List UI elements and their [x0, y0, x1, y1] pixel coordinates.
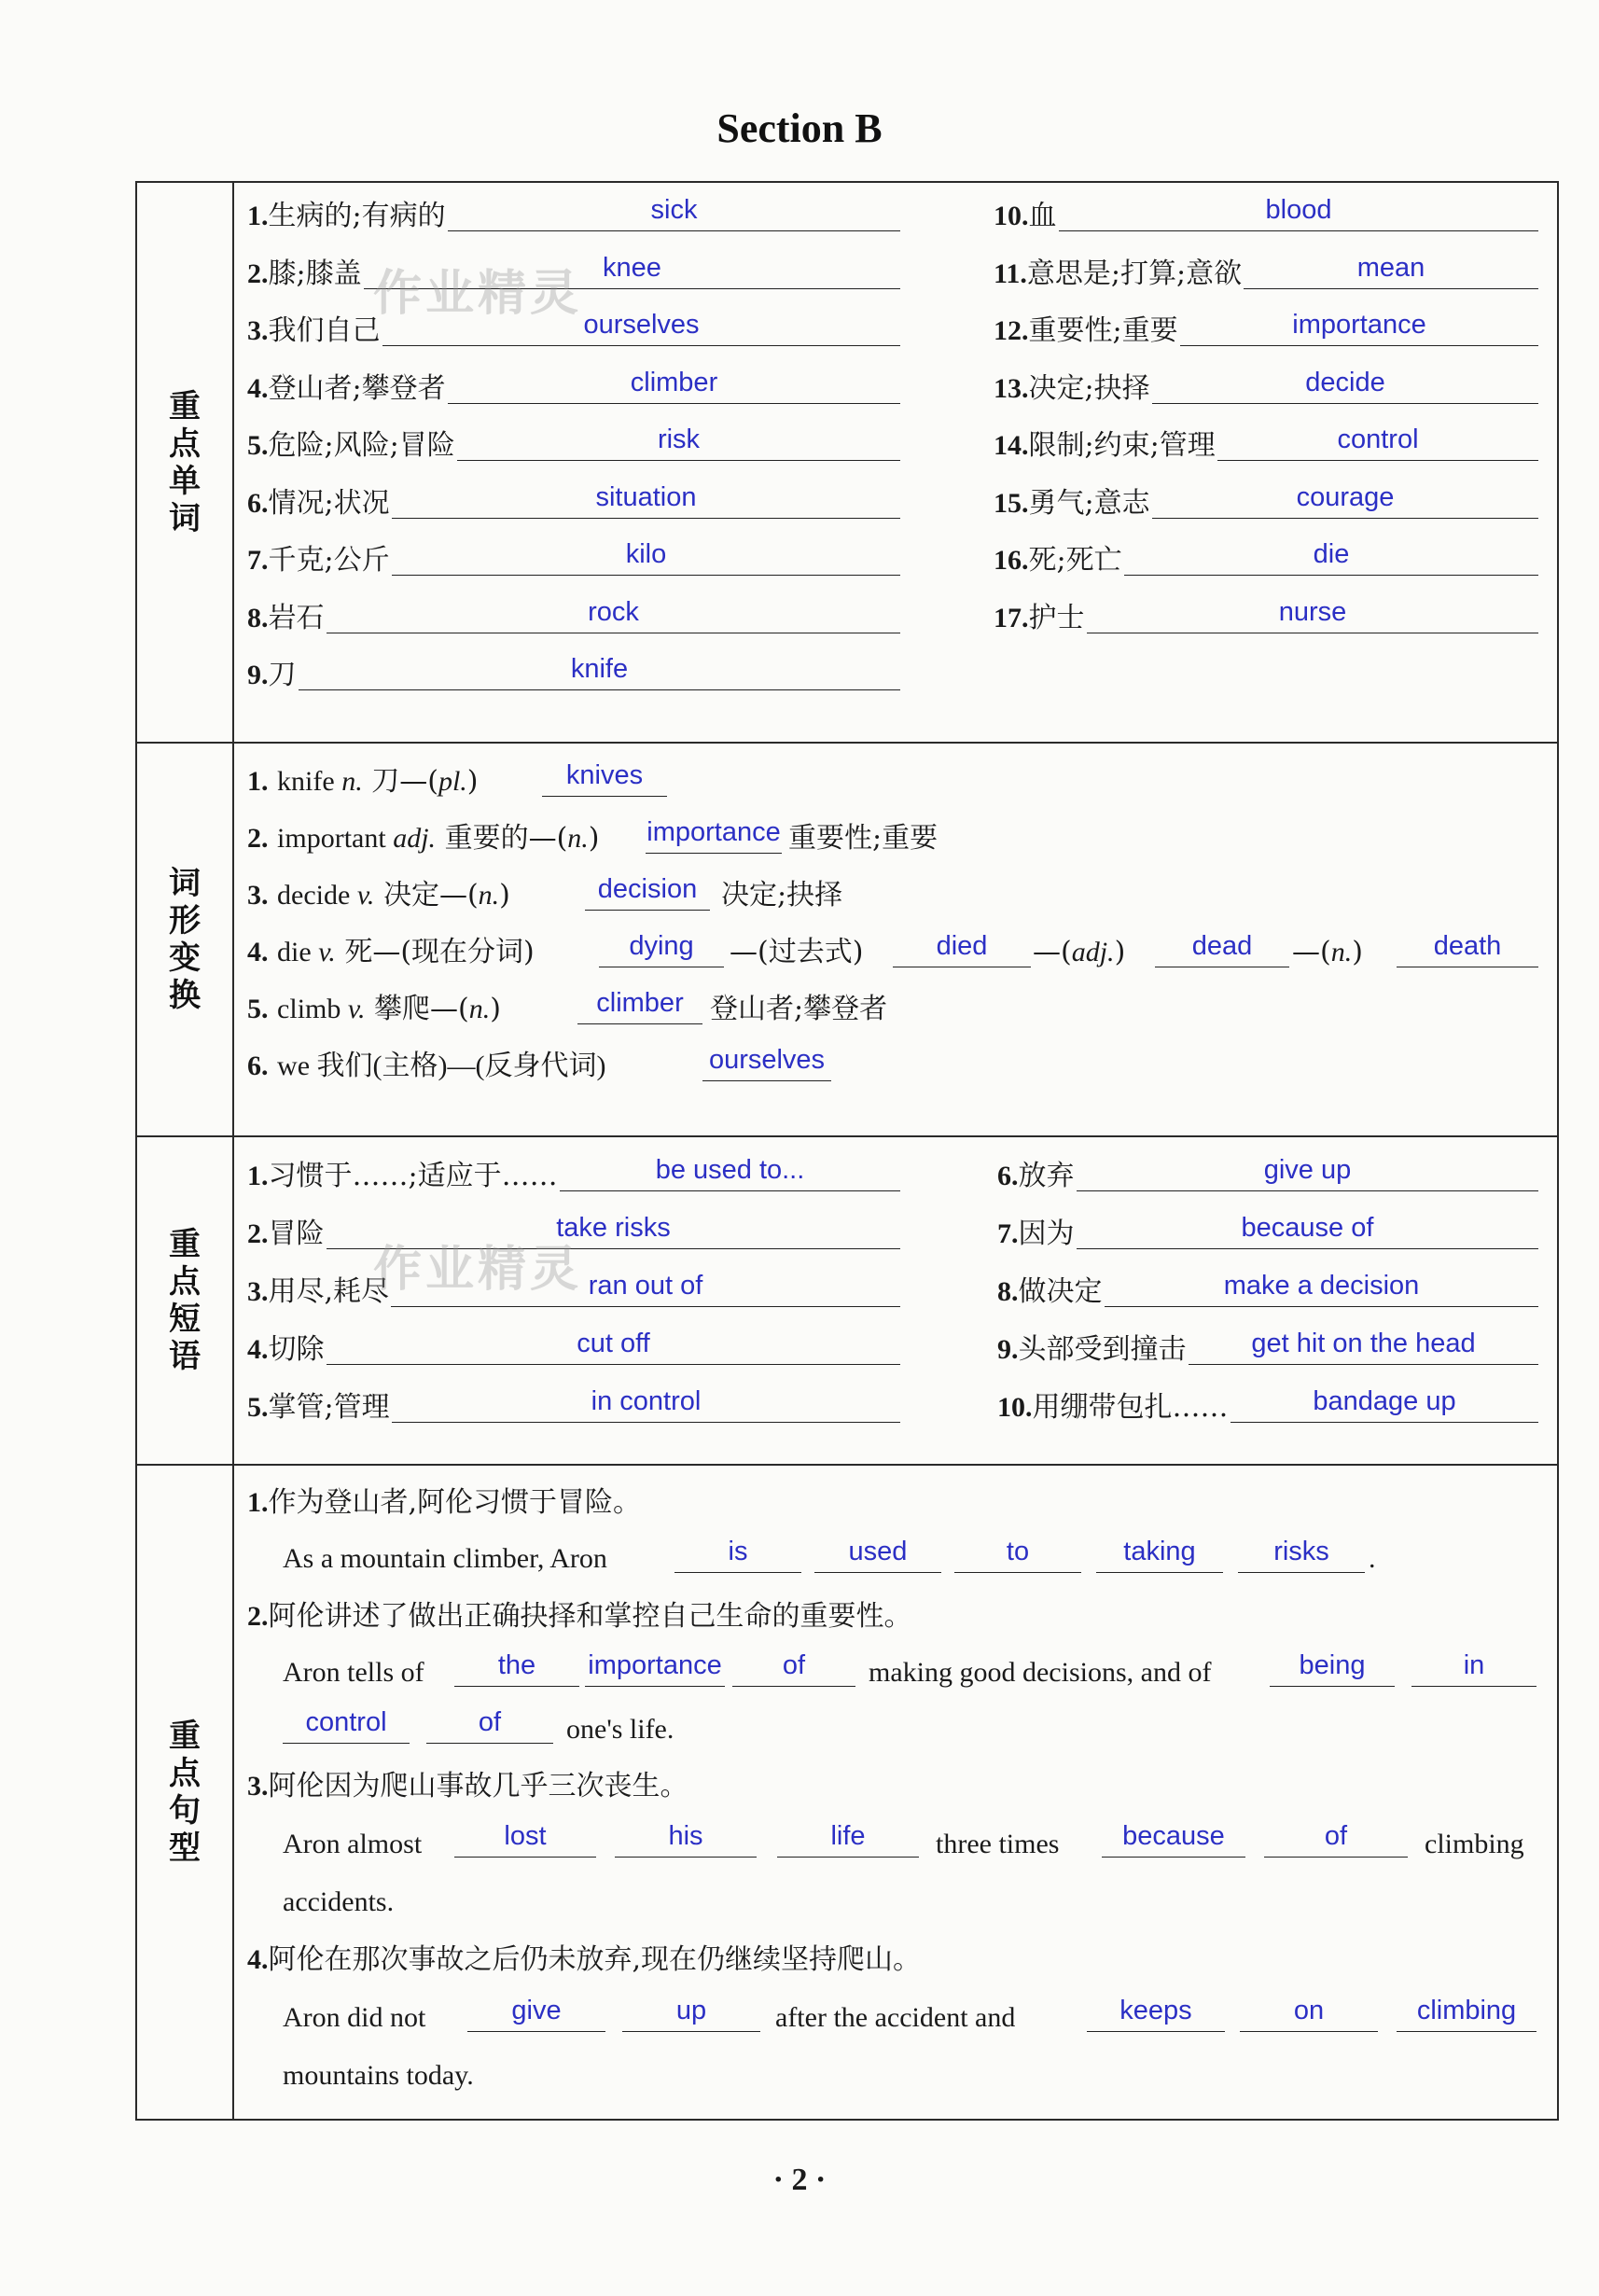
answer-blank[interactable]: because: [1102, 1820, 1245, 1858]
part-of-speech: n.: [1330, 937, 1353, 967]
prompt-text: 攀爬—(: [365, 993, 469, 1025]
vocab-item: [994, 483, 1150, 524]
answer-blank[interactable]: used: [814, 1536, 941, 1573]
label-char: 重: [169, 1718, 201, 1755]
item-number: 7.: [997, 1218, 1019, 1249]
answer-blank[interactable]: knee: [364, 252, 900, 289]
part-of-speech: n.: [478, 880, 500, 911]
answer-blank[interactable]: climber: [448, 367, 900, 404]
item-number: 1.: [247, 1487, 269, 1518]
prompt-text: 决定—(: [374, 879, 479, 911]
item-number: 1.: [247, 766, 269, 797]
chinese-prompt: 限制;约束;管理: [1028, 429, 1216, 462]
item-number: 3.: [247, 315, 269, 346]
chinese-prompt: 习惯于……;适应于……: [268, 1160, 558, 1192]
word-form-row: [247, 932, 535, 973]
vocab-item: [994, 254, 1242, 295]
vocab-item: [997, 1214, 1075, 1255]
label-char: 语: [169, 1338, 201, 1375]
chinese-prompt: 用尽,耗尽: [268, 1275, 390, 1308]
label-char: 变: [169, 939, 201, 977]
answer-blank[interactable]: death: [1397, 930, 1538, 967]
item-number: 11.: [994, 257, 1027, 289]
item-number: 13.: [994, 372, 1029, 404]
item-number: 8.: [997, 1276, 1019, 1307]
answer-blank[interactable]: cut off: [327, 1328, 900, 1365]
answer-blank[interactable]: kilo: [392, 538, 900, 576]
item-number: 2.: [247, 823, 269, 854]
label-char: 单: [169, 462, 201, 500]
chinese-sentence: 阿伦讲述了做出正确抉择和掌控自己生命的重要性。: [268, 1600, 912, 1633]
vocab-item: [247, 196, 446, 237]
base-word: decide: [277, 880, 357, 911]
part-of-speech: n.: [567, 823, 589, 854]
prompt-text: we 我们(主格)—(反身代词): [277, 1051, 606, 1081]
vocab-item: [247, 425, 455, 466]
item-number: 2.: [247, 257, 269, 289]
item-number: 17.: [994, 602, 1029, 633]
watermark: 作业精灵: [373, 266, 583, 322]
english-text: Aron tells of: [283, 1657, 424, 1688]
prompt-text: 重要性;重要: [788, 822, 939, 855]
answer-blank[interactable]: his: [615, 1820, 757, 1858]
item-number: 2.: [247, 1601, 269, 1632]
label-char: 点: [169, 1263, 201, 1301]
sentence-prompt: [247, 1766, 688, 1807]
item-number: 1.: [247, 201, 269, 231]
base-word: important: [277, 823, 394, 854]
answer-blank[interactable]: knives: [542, 759, 667, 797]
sentence-prompt: [247, 1596, 912, 1637]
vocab-item: [247, 1156, 558, 1197]
item-number: 3.: [247, 1771, 269, 1802]
answer-blank[interactable]: take risks: [327, 1212, 900, 1249]
answer-blank[interactable]: give: [467, 1995, 605, 2032]
vocab-item: [997, 1387, 1229, 1428]
answer-blank[interactable]: control: [1217, 424, 1538, 461]
chinese-prompt: 膝;膝盖: [268, 257, 362, 290]
answer-blank[interactable]: risk: [457, 424, 900, 461]
english-text: making good decisions, and of: [869, 1657, 1212, 1688]
chinese-prompt: 危险;风险;冒险: [268, 429, 455, 462]
section-key-words: [137, 183, 1557, 744]
answer-blank[interactable]: in: [1411, 1649, 1536, 1687]
word-form-row: [247, 989, 501, 1030]
item-number: 9.: [997, 1334, 1019, 1365]
section-key-phrases: [137, 1137, 1557, 1466]
label-char: 型: [169, 1830, 201, 1867]
prompt-text: ): [1114, 936, 1126, 968]
answer-blank[interactable]: life: [777, 1820, 919, 1858]
answer-blank[interactable]: climbing: [1397, 1995, 1536, 2032]
vocab-item: [994, 311, 1178, 352]
chinese-prompt: 用绷带包扎……: [1032, 1391, 1229, 1424]
answer-blank[interactable]: of: [732, 1649, 855, 1687]
label-char: 重: [169, 387, 201, 425]
vocab-item: [247, 540, 390, 581]
label-char: 词: [169, 499, 201, 537]
answer-blank[interactable]: die: [1124, 538, 1538, 576]
word-form-row: [247, 875, 510, 916]
sentence-prompt: [247, 1940, 921, 1981]
chinese-prompt: 冒险: [268, 1218, 325, 1250]
part-of-speech: n.: [341, 766, 363, 797]
item-number: 5.: [247, 994, 269, 1024]
part-of-speech: adj.: [1071, 937, 1115, 967]
answer-blank[interactable]: dead: [1155, 930, 1289, 967]
chinese-prompt: 做决定: [1018, 1275, 1103, 1308]
prompt-text: 重要的—(: [436, 822, 568, 855]
item-number: 4.: [247, 372, 269, 404]
answer-blank[interactable]: ran out of: [391, 1270, 900, 1307]
vocab-item: [247, 311, 381, 352]
answer-blank[interactable]: of: [426, 1706, 553, 1744]
answer-blank[interactable]: is: [674, 1536, 801, 1573]
chinese-prompt: 勇气;意志: [1028, 486, 1150, 520]
answer-blank[interactable]: blood: [1059, 194, 1538, 231]
answer-blank[interactable]: risks: [1238, 1536, 1365, 1573]
prompt-text: [1033, 932, 1125, 973]
chinese-prompt: 情况;状况: [268, 486, 390, 520]
item-number: 16.: [994, 545, 1029, 576]
prompt-text: ): [490, 993, 501, 1025]
section-label: [137, 1137, 234, 1464]
item-number: 3.: [247, 1276, 269, 1307]
label-char: 点: [169, 424, 201, 463]
answer-blank[interactable]: rock: [327, 596, 900, 633]
vocab-item: [247, 254, 362, 295]
item-number: 6.: [997, 1161, 1019, 1191]
vocab-item: [247, 369, 446, 410]
answer-blank[interactable]: ourselves: [382, 309, 900, 346]
english-text: three times: [936, 1829, 1060, 1859]
prompt-text: 死—(现在分词): [335, 936, 535, 968]
chinese-prompt: 我们自己: [268, 314, 381, 347]
english-text: Aron almost: [283, 1829, 423, 1859]
sentence-prompt: [247, 1482, 641, 1524]
english-text: As a mountain climber, Aron: [283, 1543, 607, 1574]
answer-blank[interactable]: knife: [299, 653, 900, 690]
english-text: Aron did not: [283, 2002, 426, 2033]
english-text: after the accident and: [775, 2002, 1016, 2033]
section-key-sentences: [137, 1466, 1557, 2119]
item-number: 15.: [994, 487, 1029, 519]
item-number: 4.: [247, 1334, 269, 1365]
part-of-speech: pl.: [438, 766, 467, 797]
word-form-row: [247, 818, 600, 859]
item-number: 4.: [247, 937, 269, 967]
vocab-item: [994, 369, 1150, 410]
vocab-item: [994, 598, 1085, 639]
punctuation: .: [1369, 1543, 1376, 1574]
page-title: Section B: [716, 105, 883, 151]
chinese-sentence: 阿伦在那次事故之后仍未放弃,现在仍继续坚持爬山。: [268, 1943, 922, 1976]
vocab-item: [247, 598, 325, 639]
answer-blank[interactable]: of: [1264, 1820, 1408, 1858]
item-number: 3.: [247, 880, 269, 911]
base-word: climb: [277, 994, 348, 1024]
chinese-prompt: 切除: [268, 1333, 325, 1366]
chinese-sentence: 作为登山者,阿伦习惯于冒险。: [268, 1486, 642, 1519]
item-number: 6.: [247, 487, 269, 519]
item-number: 9.: [247, 660, 269, 690]
answer-blank[interactable]: get hit on the head: [1189, 1328, 1538, 1365]
answer-blank[interactable]: importance: [585, 1649, 725, 1687]
vocab-item: [994, 540, 1122, 581]
item-number: 1.: [247, 1161, 269, 1191]
vocab-item: [247, 1272, 389, 1313]
prompt-text: —(: [1033, 936, 1072, 968]
english-text: one's life.: [566, 1714, 674, 1745]
vocab-item: [997, 1156, 1075, 1197]
label-char: 形: [169, 902, 201, 939]
item-number: 7.: [247, 545, 269, 576]
answer-blank[interactable]: because of: [1077, 1212, 1538, 1249]
item-number: 14.: [994, 430, 1029, 461]
answer-blank[interactable]: in control: [392, 1385, 900, 1423]
part-of-speech: v.: [356, 880, 375, 911]
label-char: 短: [169, 1301, 201, 1338]
vocab-item: [997, 1329, 1187, 1371]
item-number: 2.: [247, 1218, 269, 1249]
prompt-text: ): [499, 879, 510, 911]
part-of-speech: n.: [468, 994, 491, 1024]
prompt-text: —(: [1292, 936, 1331, 968]
chinese-prompt: 死;死亡: [1028, 544, 1122, 577]
section-label: [137, 744, 234, 1135]
vocab-item: [247, 1214, 325, 1255]
chinese-prompt: 护士: [1028, 601, 1085, 634]
section-label: [137, 1466, 234, 2119]
label-char: 点: [169, 1755, 201, 1792]
chinese-prompt: 生病的;有病的: [268, 200, 446, 232]
english-text: climbing: [1425, 1829, 1524, 1859]
vocab-item: [994, 196, 1057, 237]
chinese-prompt: 岩石: [268, 601, 325, 634]
chinese-prompt: 意思是;打算;意欲: [1026, 257, 1243, 290]
answer-blank[interactable]: being: [1270, 1649, 1395, 1687]
chinese-prompt: 重要性;重要: [1028, 314, 1178, 347]
section-label: [137, 183, 234, 742]
item-number: 12.: [994, 315, 1029, 346]
chinese-prompt: 头部受到撞击: [1018, 1333, 1187, 1366]
answer-blank[interactable]: importance: [646, 816, 782, 854]
chinese-prompt: 掌管;管理: [268, 1391, 390, 1424]
answer-blank[interactable]: decision: [585, 873, 710, 911]
answer-blank[interactable]: be used to...: [560, 1154, 900, 1191]
chinese-prompt: 因为: [1018, 1218, 1075, 1250]
english-text: mountains today.: [283, 2060, 474, 2091]
label-char: 换: [169, 977, 201, 1014]
prompt-text: 决定;抉择: [721, 879, 843, 911]
item-number: 10.: [994, 201, 1029, 231]
answer-blank[interactable]: ourselves: [702, 1044, 831, 1081]
answer-blank[interactable]: died: [893, 930, 1031, 967]
label-char: 重: [169, 1226, 201, 1263]
answer-blank[interactable]: climber: [577, 987, 702, 1024]
prompt-text: 登山者;攀登者: [710, 993, 888, 1025]
part-of-speech: adj.: [393, 823, 437, 854]
worksheet-table: [135, 181, 1559, 2121]
base-word: knife: [277, 766, 342, 797]
word-form-row: [247, 1046, 606, 1087]
vocab-item: [247, 483, 390, 524]
item-number: 4.: [247, 1944, 269, 1975]
vocab-item: [997, 1272, 1103, 1313]
chinese-prompt: 血: [1028, 200, 1057, 232]
vocab-item: [247, 1387, 390, 1428]
vocab-item: [247, 1329, 325, 1371]
watermark: 作业精灵: [373, 1242, 583, 1298]
answer-blank[interactable]: decide: [1152, 367, 1538, 404]
prompt-text: 刀—(: [362, 765, 438, 798]
label-char: 句: [169, 1792, 201, 1830]
answer-blank[interactable]: importance: [1180, 309, 1538, 346]
answer-blank[interactable]: dying: [599, 930, 724, 967]
prompt-text: ): [588, 822, 600, 855]
item-number: 8.: [247, 602, 269, 633]
chinese-prompt: 放弃: [1018, 1160, 1075, 1192]
answer-blank[interactable]: taking: [1096, 1536, 1223, 1573]
part-of-speech: v.: [318, 937, 336, 967]
prompt-text: [1292, 932, 1363, 973]
answer-blank[interactable]: give up: [1077, 1154, 1538, 1191]
word-form-row: [247, 761, 479, 802]
base-word: die: [277, 937, 319, 967]
item-number: 6.: [247, 1051, 269, 1081]
answer-blank[interactable]: bandage up: [1231, 1385, 1538, 1423]
part-of-speech: v.: [347, 994, 366, 1024]
chinese-prompt: 登山者;攀登者: [268, 371, 446, 405]
answer-blank[interactable]: control: [283, 1706, 410, 1744]
answer-blank[interactable]: sick: [448, 194, 900, 231]
vocab-item: [247, 655, 297, 696]
answer-blank[interactable]: on: [1240, 1995, 1378, 2032]
answer-blank[interactable]: nurse: [1087, 596, 1538, 633]
vocab-item: [994, 425, 1216, 466]
answer-blank[interactable]: mean: [1244, 252, 1538, 289]
chinese-sentence: 阿伦因为爬山事故几乎三次丧生。: [268, 1770, 688, 1802]
answer-blank[interactable]: keeps: [1087, 1995, 1225, 2032]
answer-blank[interactable]: to: [954, 1536, 1081, 1573]
label-char: 词: [169, 865, 201, 902]
item-number: 5.: [247, 430, 269, 461]
prompt-text: ): [1352, 936, 1363, 968]
chinese-prompt: 刀: [268, 659, 297, 691]
prompt-text: —(过去式): [730, 936, 864, 968]
answer-blank[interactable]: situation: [392, 481, 900, 519]
section-word-forms: [137, 744, 1557, 1137]
answer-blank[interactable]: make a decision: [1105, 1270, 1538, 1307]
chinese-prompt: 千克;公斤: [268, 544, 390, 577]
answer-blank[interactable]: the: [454, 1649, 579, 1687]
item-number: 10.: [997, 1392, 1033, 1423]
item-number: 5.: [247, 1392, 269, 1423]
english-text: accidents.: [283, 1886, 395, 1917]
chinese-prompt: 决定;抉择: [1028, 371, 1150, 405]
answer-blank[interactable]: lost: [454, 1820, 596, 1858]
answer-blank[interactable]: up: [622, 1995, 760, 2032]
page-number: · 2 ·: [772, 2163, 827, 2197]
answer-blank[interactable]: courage: [1152, 481, 1538, 519]
prompt-text: ): [466, 765, 479, 798]
